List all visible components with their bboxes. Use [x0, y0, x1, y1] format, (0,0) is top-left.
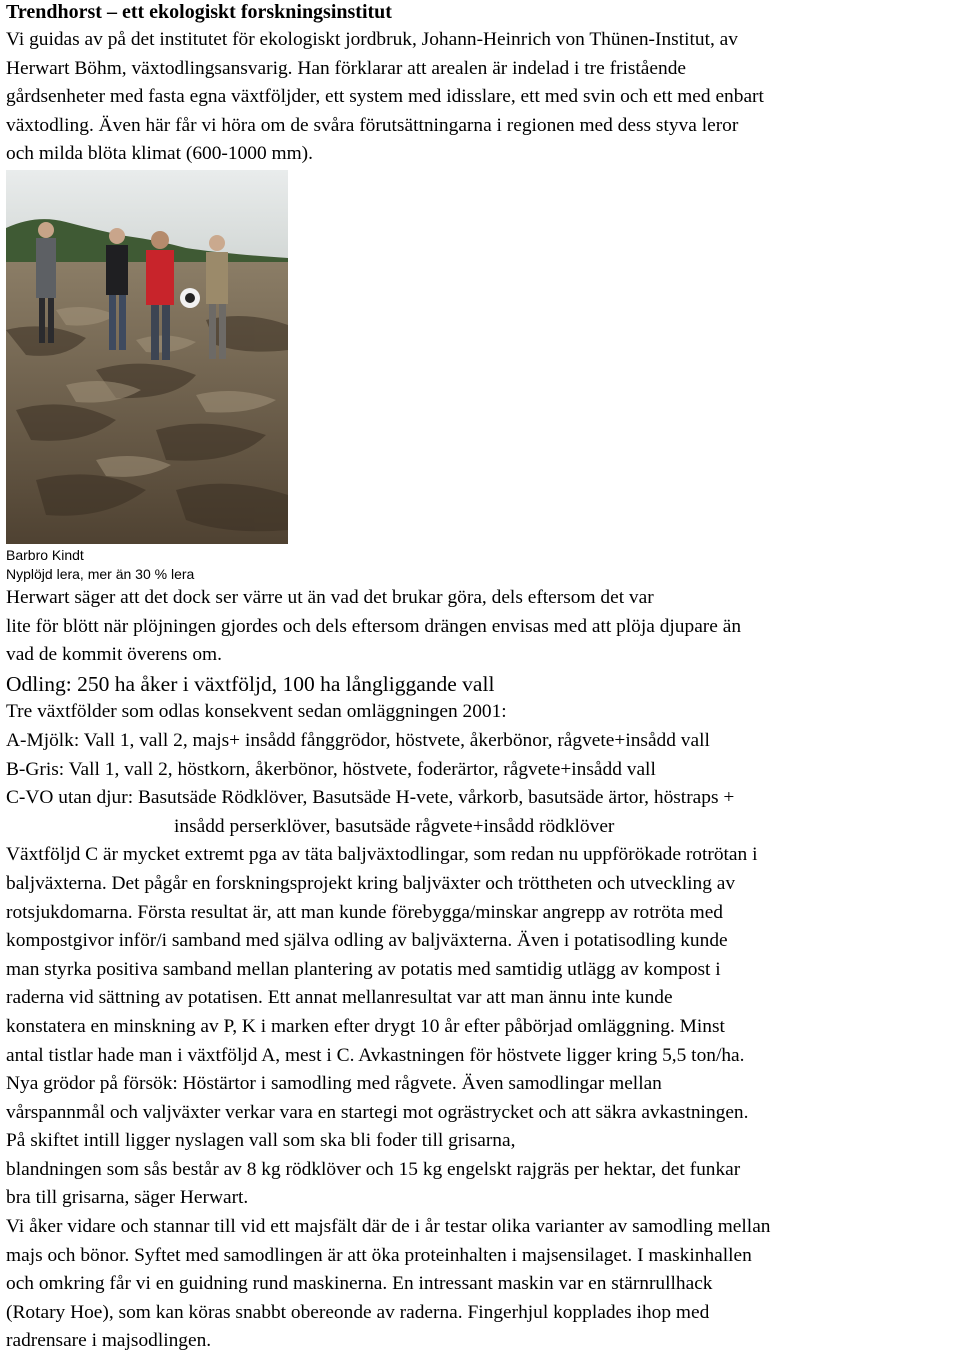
body-line: Vi åker vidare och stannar till vid ett majsfält där de i år testar olika varianter av samodling mellan	[6, 1216, 771, 1238]
intro-paragraph	[6, 26, 956, 169]
body-line: antal tistlar hade man i växtföljd A, mest i C. Avkastningen för höstvete ligger kring 5,5 ton/ha.	[6, 1044, 745, 1066]
body-line: baljväxterna. Det pågår en forskningsprojekt kring baljväxter och tröttheten och utveckling av	[6, 872, 736, 894]
intro-line: gårdsenheter med fasta egna växtföljder, ett system med idisslare, ett med svin och ett med enbart	[6, 86, 764, 108]
intro-line: Vi guidas av på det institutet för ekologiskt jordbruk, Johann-Heinrich von Thünen-Institut, av	[6, 29, 738, 50]
body-line: majs och bönor. Syftet med samodlingen är att öka proteinhalten i majsensilaget. I maskinhallen	[6, 1244, 752, 1266]
body-line: Herwart säger att det dock ser värre ut än vad det brukar göra, dels eftersom det var	[6, 587, 654, 608]
section-heading: Odling: 250 ha åker i växtföljd, 100 ha långliggande vall	[6, 671, 495, 696]
intro-line: växtodling. Även här får vi höra om de svåra förutsättningarna i regionen med dess styva leror	[6, 114, 739, 136]
body-line: konstatera en minskning av P, K i marken efter drygt 10 år efter påbörjad omläggning. Minst	[6, 1015, 725, 1037]
body-line: Växtföljd C är mycket extremt pga av täta baljväxtodlingar, som redan nu uppförökade rotrötan i	[6, 844, 758, 866]
rotation-c-continued: insådd perserklöver, basutsäde rågvete+insådd rödklöver	[174, 815, 615, 837]
body-line: kompostgivor inför/i samband med själva odling av baljväxterna. Även i potatisodling kunde	[6, 930, 728, 952]
body-line: vad de kommit överens om.	[6, 644, 222, 666]
rotation-a: A-Mjölk: Vall 1, vall 2, majs+ insådd fånggrödor, höstvete, åkerbönor, rågvete+insådd vall	[6, 729, 710, 751]
body-line: radrensare i majsodlingen.	[6, 1330, 212, 1352]
intro-line: Herwart Böhm, växtodlingsansvarig. Han förklarar att arealen är indelad i tre fristående	[6, 57, 687, 79]
rotation-b: B-Gris: Vall 1, vall 2, höstkorn, åkerbönor, höstvete, foderärtor, rågvete+insådd vall	[6, 758, 656, 780]
rotation-intro: Tre växtfölder som odlas konsekvent sedan omläggningen 2001:	[6, 701, 507, 723]
page-title: Trendhorst – ett ekologiskt forskningsinstitut	[6, 1, 392, 23]
body-line: lite för blött när plöjningen gjordes och dels eftersom drängen envisas med att plöja djupare än	[6, 615, 742, 637]
body-line: (Rotary Hoe), som kan köras snabbt obereonde av raderna. Fingerhjul kopplades ihop med	[6, 1301, 710, 1323]
body-line: och omkring får vi en guidning rund maskinerna. En intressant maskin var en stärnrullhack	[6, 1273, 713, 1295]
body-line: bra till grisarna, säger Herwart.	[6, 1187, 249, 1209]
photo-credit: Barbro Kindt	[6, 547, 84, 563]
photo-illustration	[6, 170, 288, 544]
body-line: På skiftet intill ligger nyslagen vall som ska bli foder till grisarna,	[6, 1130, 516, 1152]
body-line: rotsjukdomarna. Första resultat är, att man kunde förebygga/minskar angrepp av rotröta med	[6, 901, 723, 923]
body-line: raderna vid sättning av potatisen. Ett annat mellanresultat var att man ännu inte kunde	[6, 987, 673, 1009]
rotation-c: C-VO utan djur: Basutsäde Rödklöver, Basutsäde H-vete, vårkorb, basutsäde ärtor, höstraps +	[6, 787, 735, 809]
intro-line: och milda blöta klimat (600-1000 mm).	[6, 143, 313, 165]
article-body	[6, 584, 958, 1356]
plowed-clay-field-photo	[6, 170, 288, 544]
body-line: blandningen som sås består av 8 kg rödklöver och 15 kg engelskt rajgräs per hektar, det funkar	[6, 1158, 741, 1180]
body-line: man styrka positiva samband mellan plantering av potatis med samtidig utlägg av kompost i	[6, 958, 721, 980]
photo-caption: Nyplöjd lera, mer än 30 % lera	[6, 566, 195, 582]
body-line: Nya grödor på försök: Höstärtor i samodling med rågvete. Även samodlingar mellan	[6, 1073, 662, 1095]
body-line: vårspannmål och valjväxter verkar vara en startegi mot ogrästrycket och att säkra avkastningen.	[6, 1101, 749, 1123]
